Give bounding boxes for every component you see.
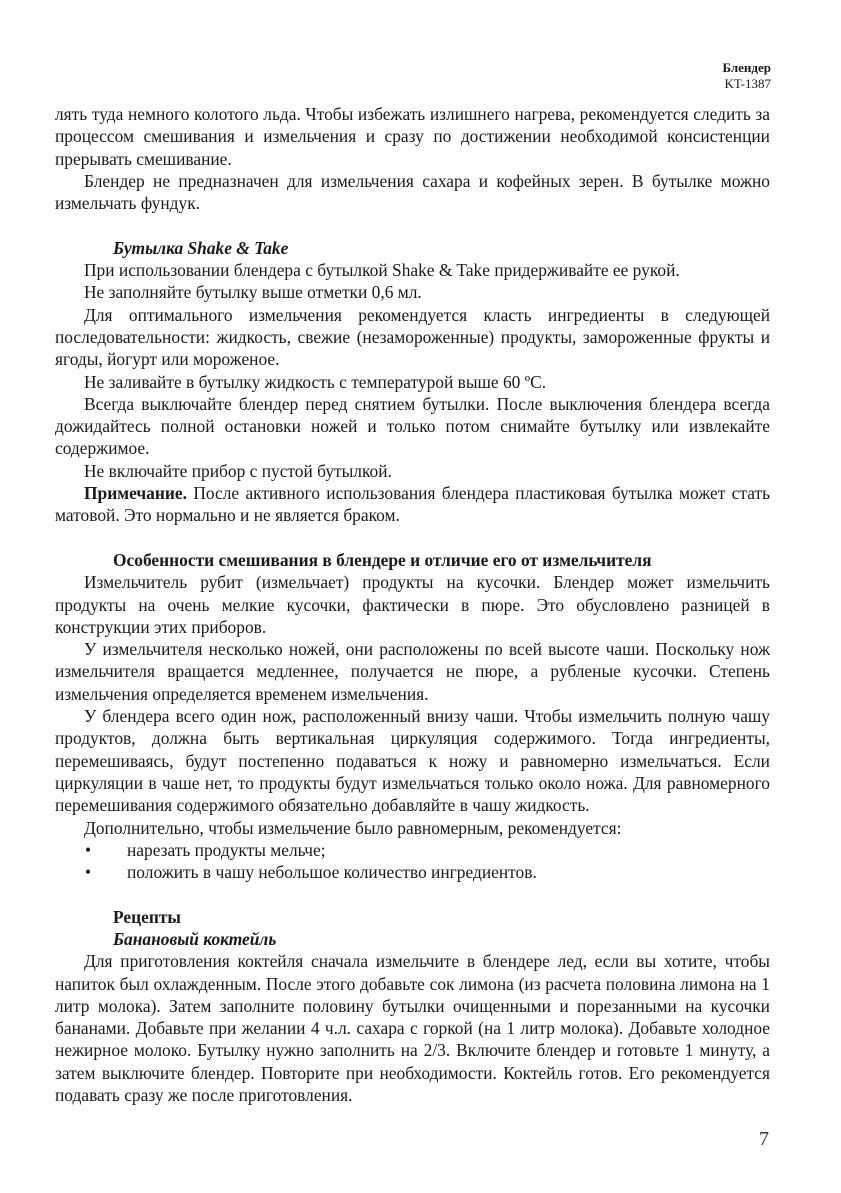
shake-paragraph-6: Не включайте прибор с пустой бутылкой.: [84, 460, 392, 481]
shake-note: [55, 482, 770, 527]
header-model-number: KT-1387: [724, 76, 771, 91]
section-title-features: Особенности смешивания в блендере и отличие его от измельчителя: [113, 549, 652, 570]
section-title-recipes: Рецепты: [113, 906, 181, 927]
shake-paragraph-3: Для оптимального измельчения рекомендуется класть ингредиенты в следующей последовательности: жидкость, свежие (незамороженные) продукты, замороженные фрукты и ягоды, йогурт или мороженое.: [55, 304, 770, 370]
recipe-paragraph-1: Для приготовления коктейля сначала измельчите в блендере лед, если вы хотите, чтобы напиток был охлажденным. После этого добавьте сок лимона (из расчета половина лимона на 1 литр молока). Затем заполните половину бутылки очищенными и порезанными на кусочки бананами. Добавьте при желании 4 ч.л. сахара с горкой (на 1 литр молока). Добавьте холодное нежирное молоко. Бутылку нужно заполнить на 2/3. Включите блендер и готовьте 1 минуту, а затем выключите блендер. Повторите при необходимости. Коктейль готов. Его рекомендуется подавать сразу же после приготовления.: [55, 951, 770, 1106]
intro-paragraph-1: лять туда немного колотого льда. Чтобы избежать излишнего нагрева, рекомендуется следить за процессом смешивания и измельчения и сразу по достижении необходимой консистенции прерывать смешивание.: [55, 104, 770, 169]
note-label: Примечание.: [84, 483, 187, 504]
page-number: 7: [759, 1128, 769, 1150]
list-item: • нарезать продукты мельче;: [85, 839, 326, 860]
intro-paragraph-2: Блендер не предназначен для измельчения сахара и кофейных зерен. В бутылке можно измельчать фундук.: [55, 170, 770, 214]
features-bullet-list: [55, 839, 770, 884]
features-paragraph-3: У блендера всего один нож, расположенный внизу чаши. Чтобы измельчить полную чашу продуктов, должна быть вертикальная циркуляция содержимого. Тогда ингредиенты, перемешиваясь, будут постепенно подаваться к ножу и равномерно измельчаться. Если циркуляции в чаше нет, то продукты будут измельчаться только около ножа. Для равномерного перемешивания содержимого обязательно добавляйте в чашу жидкость.: [55, 706, 770, 816]
list-item: • положить в чашу небольшое количество ингредиентов.: [85, 862, 537, 883]
shake-paragraph-5: Всегда выключайте блендер перед снятием бутылки. После выключения блендера всегда дожидайтесь полной остановки ножей и только потом снимайте бутылку или извлекайте содержимое.: [55, 393, 770, 459]
note-text: После активного использования блендера пластиковая бутылка может стать матовой. Это нормально и не является браком.: [55, 483, 770, 526]
header-product-name: Блендер: [722, 60, 771, 75]
shake-paragraph-2: Не заполняйте бутылку выше отметки 0,6 мл.: [84, 282, 422, 303]
bullet-icon: •: [85, 862, 92, 883]
features-paragraph-4: Дополнительно, чтобы измельчение было равномерным, рекомендуется:: [84, 817, 622, 838]
shake-paragraph-4: Не заливайте в бутылку жидкость с температурой выше 60 ºС.: [84, 371, 547, 392]
features-paragraph-2: У измельчителя несколько ножей, они расположены по всей высоте чаши. Поскольку нож измельчителя вращается медленнее, получается не пюре, а рубленые кусочки. Степень измельчения определяется временем измельчения.: [55, 639, 770, 704]
page-header: [722, 60, 771, 92]
recipe-title-banana: Банановый коктейль: [113, 928, 277, 949]
features-paragraph-1: Измельчитель рубит (измельчает) продукты на кусочки. Блендер может измельчить продукты на очень мелкие кусочки, фактически в пюре. Это обусловлено разницей в конструкции этих приборов.: [55, 572, 770, 637]
shake-paragraph-1: При использовании блендера с бутылкой Shake & Take придерживайте ее рукой.: [84, 260, 680, 281]
section-title-shake-take: Бутылка Shake & Take: [113, 237, 289, 258]
page-content: [55, 103, 770, 1106]
bullet-icon: •: [85, 839, 92, 860]
